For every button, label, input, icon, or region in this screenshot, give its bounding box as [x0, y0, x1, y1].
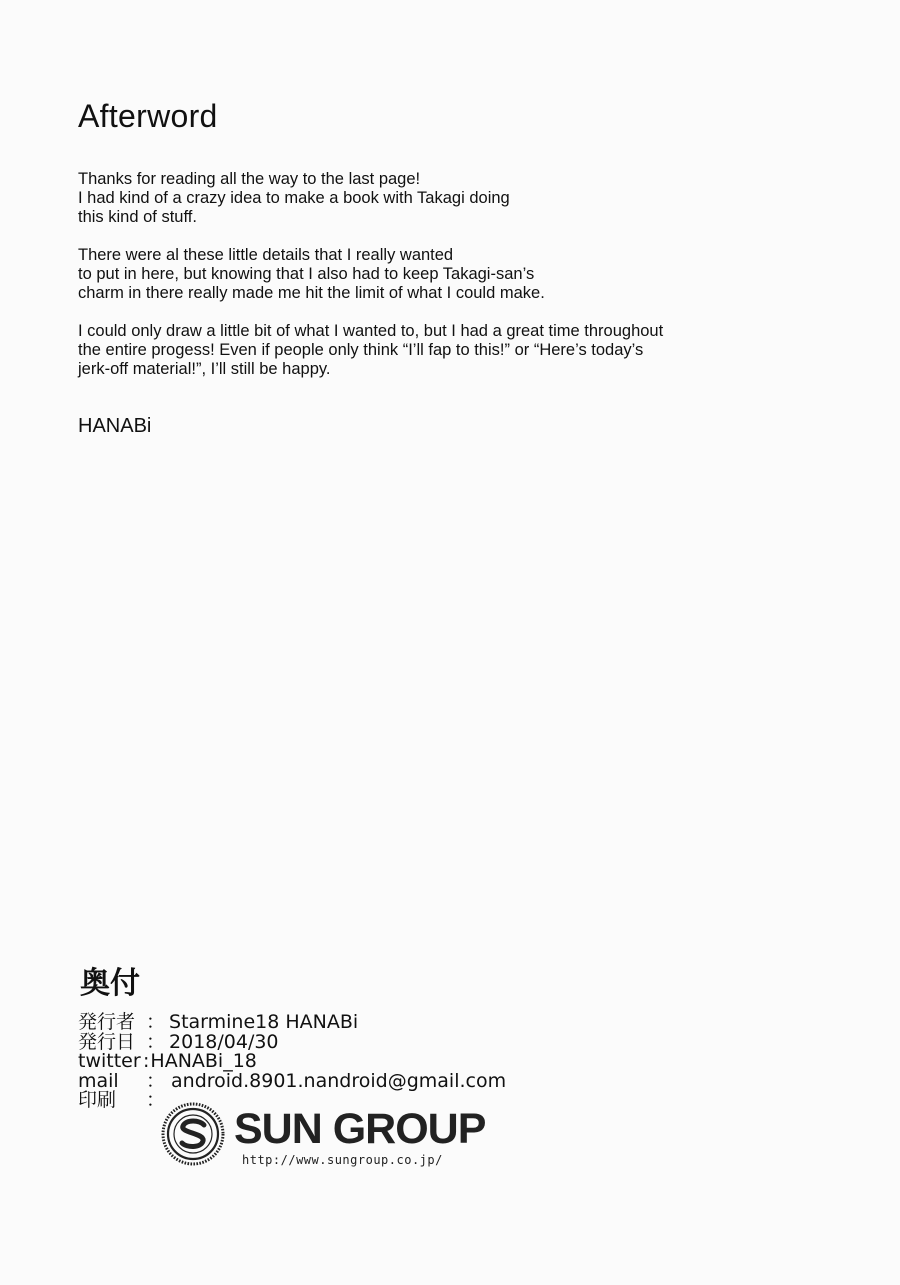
- afterword-paragraph-3: [78, 322, 718, 379]
- paragraph-line: I could only draw a little bit of what I wanted to, but I had a great time throughout: [78, 322, 664, 340]
- paragraph-line: charm in there really made me hit the limit of what I could make.: [78, 284, 545, 302]
- paragraph-line: this kind of stuff.: [78, 208, 197, 226]
- printer-logo: [160, 1101, 490, 1171]
- colophon-value: 2018/04/30: [169, 1030, 279, 1053]
- colophon-label: 発行日: [78, 1030, 136, 1053]
- paragraph-line: There were al these little details that I really wanted: [78, 246, 454, 264]
- colophon-title: 奥付: [80, 966, 140, 1001]
- colophon-separator: ：: [146, 1089, 166, 1111]
- afterword-title: Afterword: [78, 98, 218, 134]
- colophon-row-twitter: [78, 1052, 506, 1072]
- colophon-separator: ：: [146, 1069, 166, 1092]
- author-signature: HANABi: [78, 415, 152, 437]
- paragraph-line: jerk-off material!”, I’ll still be happy.: [78, 360, 331, 378]
- colophon-separator: :: [143, 1050, 150, 1072]
- afterword-paragraph-2: [78, 246, 718, 303]
- printer-url: http://www.sungroup.co.jp/: [242, 1153, 443, 1167]
- printer-name: SUN GROUP: [234, 1105, 486, 1153]
- paragraph-line: the entire progess! Even if people only think “I’ll fap to this!” or “Here’s today’s: [78, 341, 644, 359]
- colophon-details: [78, 1013, 506, 1111]
- colophon-label: mail: [78, 1069, 119, 1092]
- colophon-separator: ：: [146, 1030, 166, 1053]
- colophon-label: twitter: [78, 1050, 141, 1072]
- paragraph-line: I had kind of a crazy idea to make a book with Takagi doing: [78, 189, 510, 207]
- colophon-row-mail: [78, 1069, 507, 1092]
- colophon-value: HANABi_18: [150, 1050, 257, 1072]
- colophon-value: android.8901.nandroid@gmail.com: [171, 1069, 507, 1092]
- paragraph-line: to put in here, but knowing that I also had to keep Takagi-san’s: [78, 265, 535, 283]
- colophon-value: Starmine18 HANABi: [169, 1011, 359, 1033]
- colophon-label: 発行者: [78, 1011, 136, 1033]
- afterword-paragraph-1: [78, 170, 718, 227]
- paragraph-line: Thanks for reading all the way to the last page!: [78, 170, 421, 188]
- colophon-row-publisher: [78, 1013, 506, 1033]
- colophon-label: 印刷: [78, 1089, 117, 1111]
- colophon-separator: ：: [146, 1011, 166, 1033]
- sun-group-emblem-icon: [160, 1101, 226, 1167]
